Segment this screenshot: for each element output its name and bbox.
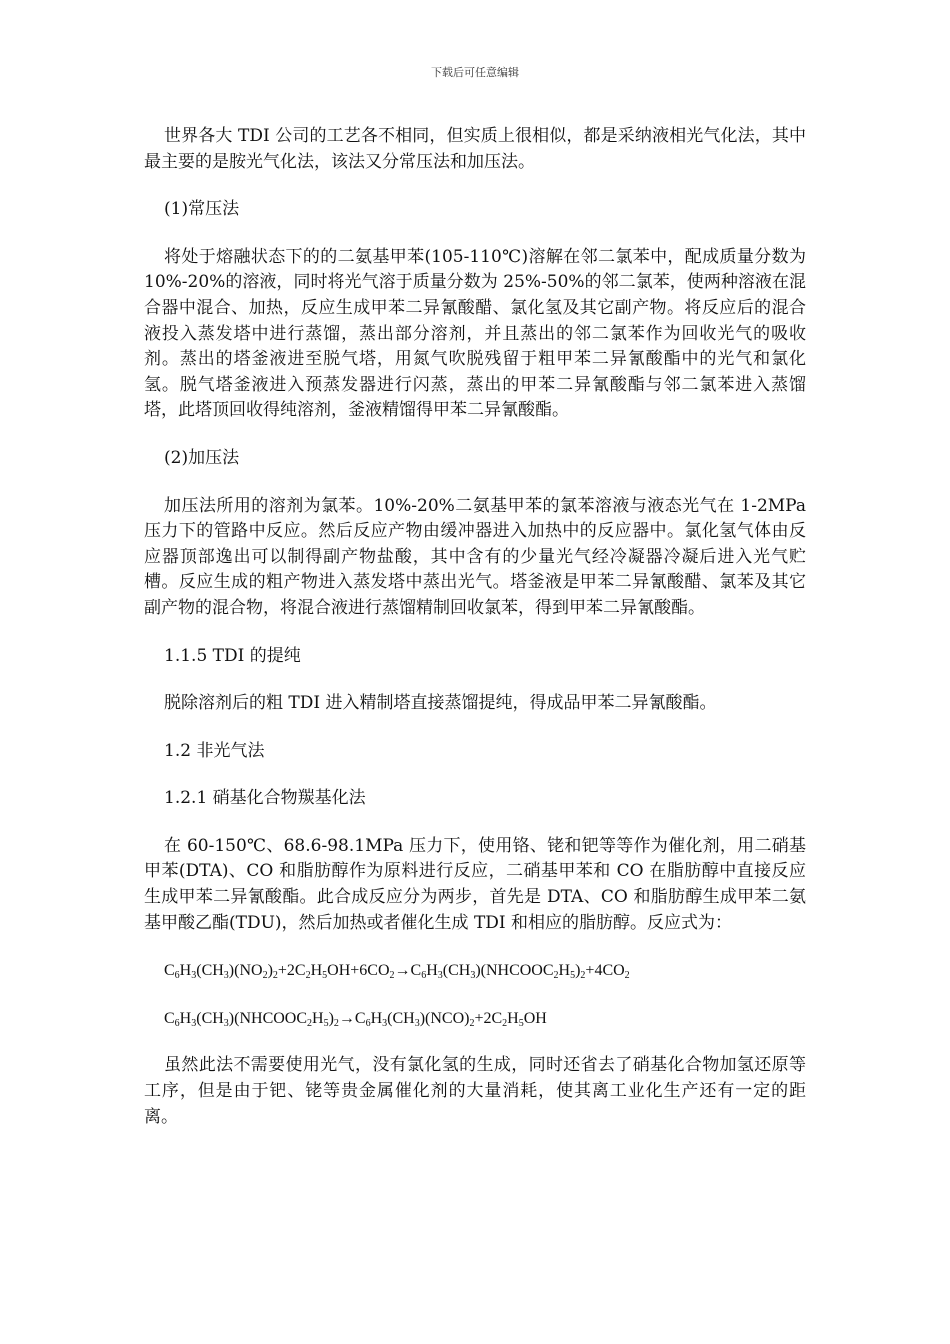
formula-text: +2C	[277, 962, 306, 980]
page-header: 下载后可任意编辑	[431, 66, 519, 79]
formula-text: (CH	[442, 962, 471, 980]
formula-subscript: 6	[174, 1017, 180, 1029]
formula-text: OH	[523, 1009, 547, 1027]
formula-text: H	[312, 1009, 324, 1027]
document-body	[144, 124, 806, 1130]
section-heading-normal-pressure: (1)常压法	[164, 199, 240, 220]
formula-subscript: 3	[191, 970, 197, 982]
formula-text: )	[575, 962, 581, 980]
formula-text: +2C	[474, 1009, 503, 1027]
formula-text: (CH	[196, 962, 224, 980]
formula-text: H	[507, 1009, 519, 1027]
formula-subscript: 2	[333, 1017, 339, 1029]
formula-text: C	[164, 962, 175, 980]
formula-text: (CH	[387, 1009, 415, 1027]
formula-subscript: 6	[174, 970, 180, 982]
formula-text: +4CO	[585, 962, 625, 980]
formula-text: H	[310, 962, 323, 980]
formula-subscript: 5	[322, 970, 328, 982]
section-heading-1-2: 1.2 非光气法	[164, 740, 265, 761]
formula-text: H	[179, 1009, 192, 1027]
formula-text: C	[410, 962, 422, 980]
section-heading-1-2-1: 1.2.1 硝基化合物羰基化法	[164, 788, 366, 809]
formula-subscript: 6	[365, 1017, 371, 1029]
formula-text: )(NHCOOC	[475, 962, 554, 980]
formula-subscript: 2	[580, 970, 586, 982]
formula-subscript: 3	[223, 970, 229, 982]
formula-text: (CH	[196, 1009, 224, 1027]
formula-text: C	[164, 1009, 175, 1027]
formula-text: H	[558, 962, 571, 980]
formula-text: C	[354, 1009, 366, 1027]
formula-text: )(NHCOOC	[228, 1009, 308, 1027]
formula-subscript: 6	[421, 970, 427, 982]
formula-subscript: 5	[570, 970, 576, 982]
formula-subscript: 5	[323, 1017, 329, 1029]
formula-subscript: 2	[272, 970, 278, 982]
formula-subscript: 3	[382, 1017, 388, 1029]
section-heading-pressurized: (2)加压法	[164, 447, 240, 468]
formula-text: )(NCO)	[419, 1009, 470, 1027]
formula-text: )	[328, 1009, 334, 1027]
formula-subscript: 2	[262, 970, 268, 982]
formula-subscript: 3	[437, 970, 443, 982]
formula-subscript: 2	[305, 970, 311, 982]
formula-subscript: 2	[553, 970, 559, 982]
formula-subscript: 5	[518, 1017, 524, 1029]
conclusion-paragraph: 虽然此法不需要使用光气，没有氯化氢的生成，同时还省去了硝基化合物加氢还原等工序，但是由于钯、铑等贵金属催化剂的大量消耗，使其离工业化生产还有一定的距离。	[144, 1055, 806, 1127]
normal-pressure-paragraph: 将处于熔融状态下的的二氨基甲苯(105-110℃)溶解在邻二氯苯中，配成质量分数为 10%-20%的溶液，同时将光气溶于质量分数为 25%-50%的邻二氯苯，使两种溶液在混合器中混合、加热，反应生成甲苯二异氰酸醋、氯化氢及其它副产物。将反应后的混合液投入蒸发塔中进行蒸馏，蒸出部分溶剂，并且蒸出的邻二氯苯作为回收光气的吸收剂。蒸出的塔釜液进至脱气塔，用氮气吹脱残留于粗甲苯二异氰酸酯中的光气和氯化氢。脱气塔釜液进入预蒸发器进行闪蒸，蒸出的甲苯二异氰酸酯与邻二氯苯进入蒸馏塔，此塔顶回收得纯溶剂，釜液精馏得甲苯二异氰酸酯。	[144, 246, 806, 421]
formula-text: H	[426, 962, 438, 980]
formula-text: )(NO	[228, 962, 263, 980]
formula-subscript: 3	[223, 1017, 229, 1029]
pressurized-paragraph: 加压法所用的溶剂为氯苯。10%-20%二氨基甲苯的氯苯溶液与液态光气在 1-2MPa 压力下的管路中反应。然后反应产物由缓冲器进入加热中的反应器中。氯化氢气体由反应器顶部逸出可以制得副产物盐酸，其中含有的少量光气经冷凝器冷凝后进入光气贮槽。反应生成的粗产物进入蒸发塔中蒸出光气。塔釜液是甲苯二异氰酸醋、氯苯及其它副产物的混合物，将混合液进行蒸馏精制回收氯苯，得到甲苯二异氰酸酯。	[144, 495, 806, 618]
formula-text: H	[370, 1009, 383, 1027]
formula-text: OH+6CO	[327, 962, 390, 980]
formula-subscript: 3	[191, 1017, 197, 1029]
formula-subscript: 3	[414, 1017, 420, 1029]
section-heading-1-1-5: 1.1.5 TDI 的提纯	[164, 645, 301, 666]
formula-subscript: 2	[307, 1017, 313, 1029]
intro-paragraph: 世界各大 TDI 公司的工艺各不相同，但实质上很相似，都是采纳液相光气化法，其中最主要的是胺光气化法，该法又分常压法和加压法。	[144, 126, 806, 172]
reaction-equation-1	[144, 958, 806, 984]
purification-paragraph: 脱除溶剂后的粗 TDI 进入精制塔直接蒸馏提纯，得成品甲苯二异氰酸酯。	[164, 693, 717, 714]
formula-text: →	[394, 962, 411, 980]
formula-subscript: 2	[624, 970, 630, 982]
formula-subscript: 2	[389, 970, 395, 982]
formula-subscript: 2	[469, 1017, 475, 1029]
formula-text: →	[338, 1009, 355, 1027]
formula-subscript: 2	[502, 1017, 508, 1029]
formula-text: H	[179, 962, 192, 980]
formula-text: )	[267, 962, 273, 980]
formula-subscript: 3	[470, 970, 476, 982]
reaction-equation-2	[144, 1006, 806, 1032]
carbonylation-paragraph: 在 60-150℃、68.6-98.1MPa 压力下，使用铬、铑和钯等等作为催化剂，用二硝基甲苯(DTA)、CO 和脂肪醇作为原料进行反应，二硝基甲苯和 CO 在脂肪醇中直接反应生成甲苯二异氰酸酯。此合成反应分为两步，首先是 DTA、CO 和脂肪醇生成甲苯二氨基甲酸乙酯(TDU)，然后加热或者催化生成 TDI 和相应的脂肪醇。反应式为：	[144, 835, 806, 933]
